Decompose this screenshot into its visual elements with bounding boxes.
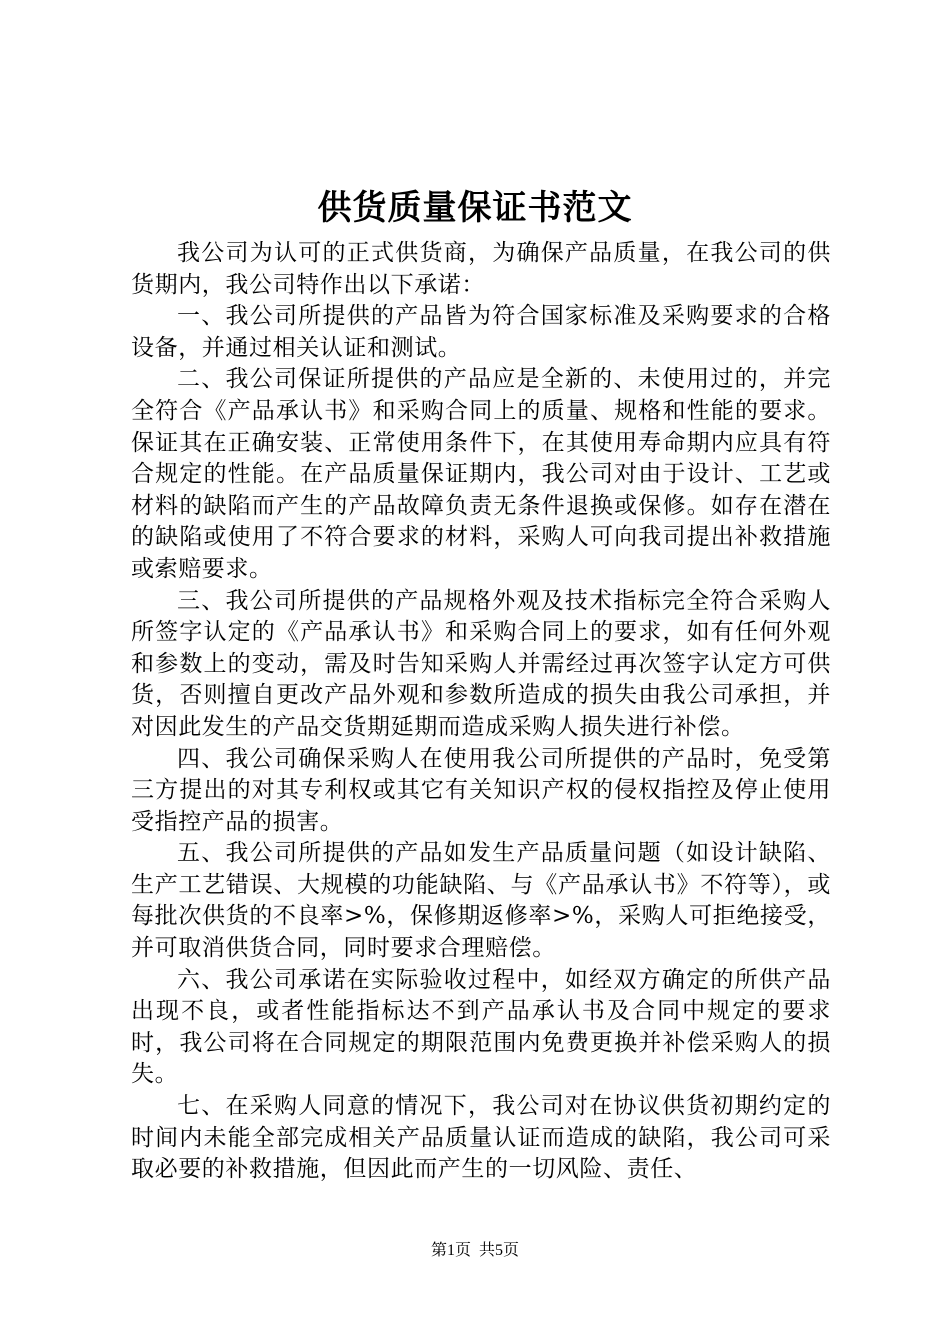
- paragraph-clause-4: 四、我公司确保采购人在使用我公司所提供的产品时，免受第三方提出的对其专利权或其它有关知识产权的侵权指控及停止使用受指控产品的损害。: [131, 745, 831, 835]
- page-total: 共5页: [479, 1242, 520, 1259]
- document-title: 供货质量保证书范文: [317, 188, 633, 228]
- paragraph-intro: 我公司为认可的正式供货商，为确保产品质量，在我公司的供货期内，我公司特作出以下承诺：: [131, 240, 831, 298]
- paragraph-clause-5: 五、我公司所提供的产品如发生产品质量问题（如设计缺陷、生产工艺错误、大规模的功能缺陷、与《产品承认书》不符等），或每批次供货的不良率>%，保修期返修率>%，采购人可拒绝接受，并可取消供货合同，同时要求合理赔偿。: [131, 840, 831, 962]
- paragraph-clause-3: 三、我公司所提供的产品规格外观及技术指标完全符合采购人所签字认定的《产品承认书》和采购合同上的要求，如有任何外观和参数上的变动，需及时告知采购人并需经过再次签字认定方可供货，否则擅自更改产品外观和参数所造成的损失由我公司承担，并对因此发生的产品交货期延期而造成采购人损失进行补偿。: [131, 587, 831, 740]
- page-number: 第1页: [430, 1242, 471, 1259]
- page-footer: [0, 1240, 950, 1262]
- document-body: [131, 238, 831, 1186]
- paragraph-clause-1: 一、我公司所提供的产品皆为符合国家标准及采购要求的合格设备，并通过相关认证和测试。: [131, 303, 831, 361]
- paragraph-clause-2: 二、我公司保证所提供的产品应是全新的、未使用过的，并完全符合《产品承认书》和采购合同上的质量、规格和性能的要求。保证其在正确安装、正常使用条件下，在其使用寿命期内应具有符合规定的性能。在产品质量保证期内，我公司对由于设计、工艺或材料的缺陷而产生的产品故障负责无条件退换或保修。如存在潜在的缺陷或使用了不符合要求的材料，采购人可向我司提出补救措施或索赔要求。: [131, 366, 831, 582]
- paragraph-clause-7: 七、在采购人同意的情况下，我公司对在协议供货初期约定的时间内未能全部完成相关产品质量认证而造成的缺陷，我公司可采取必要的补救措施，但因此而产生的一切风险、责任、: [131, 1093, 831, 1183]
- paragraph-clause-6: 六、我公司承诺在实际验收过程中，如经双方确定的所供产品出现不良，或者性能指标达不到产品承认书及合同中规定的要求时，我公司将在合同规定的期限范围内免费更换并补偿采购人的损失。: [131, 966, 831, 1088]
